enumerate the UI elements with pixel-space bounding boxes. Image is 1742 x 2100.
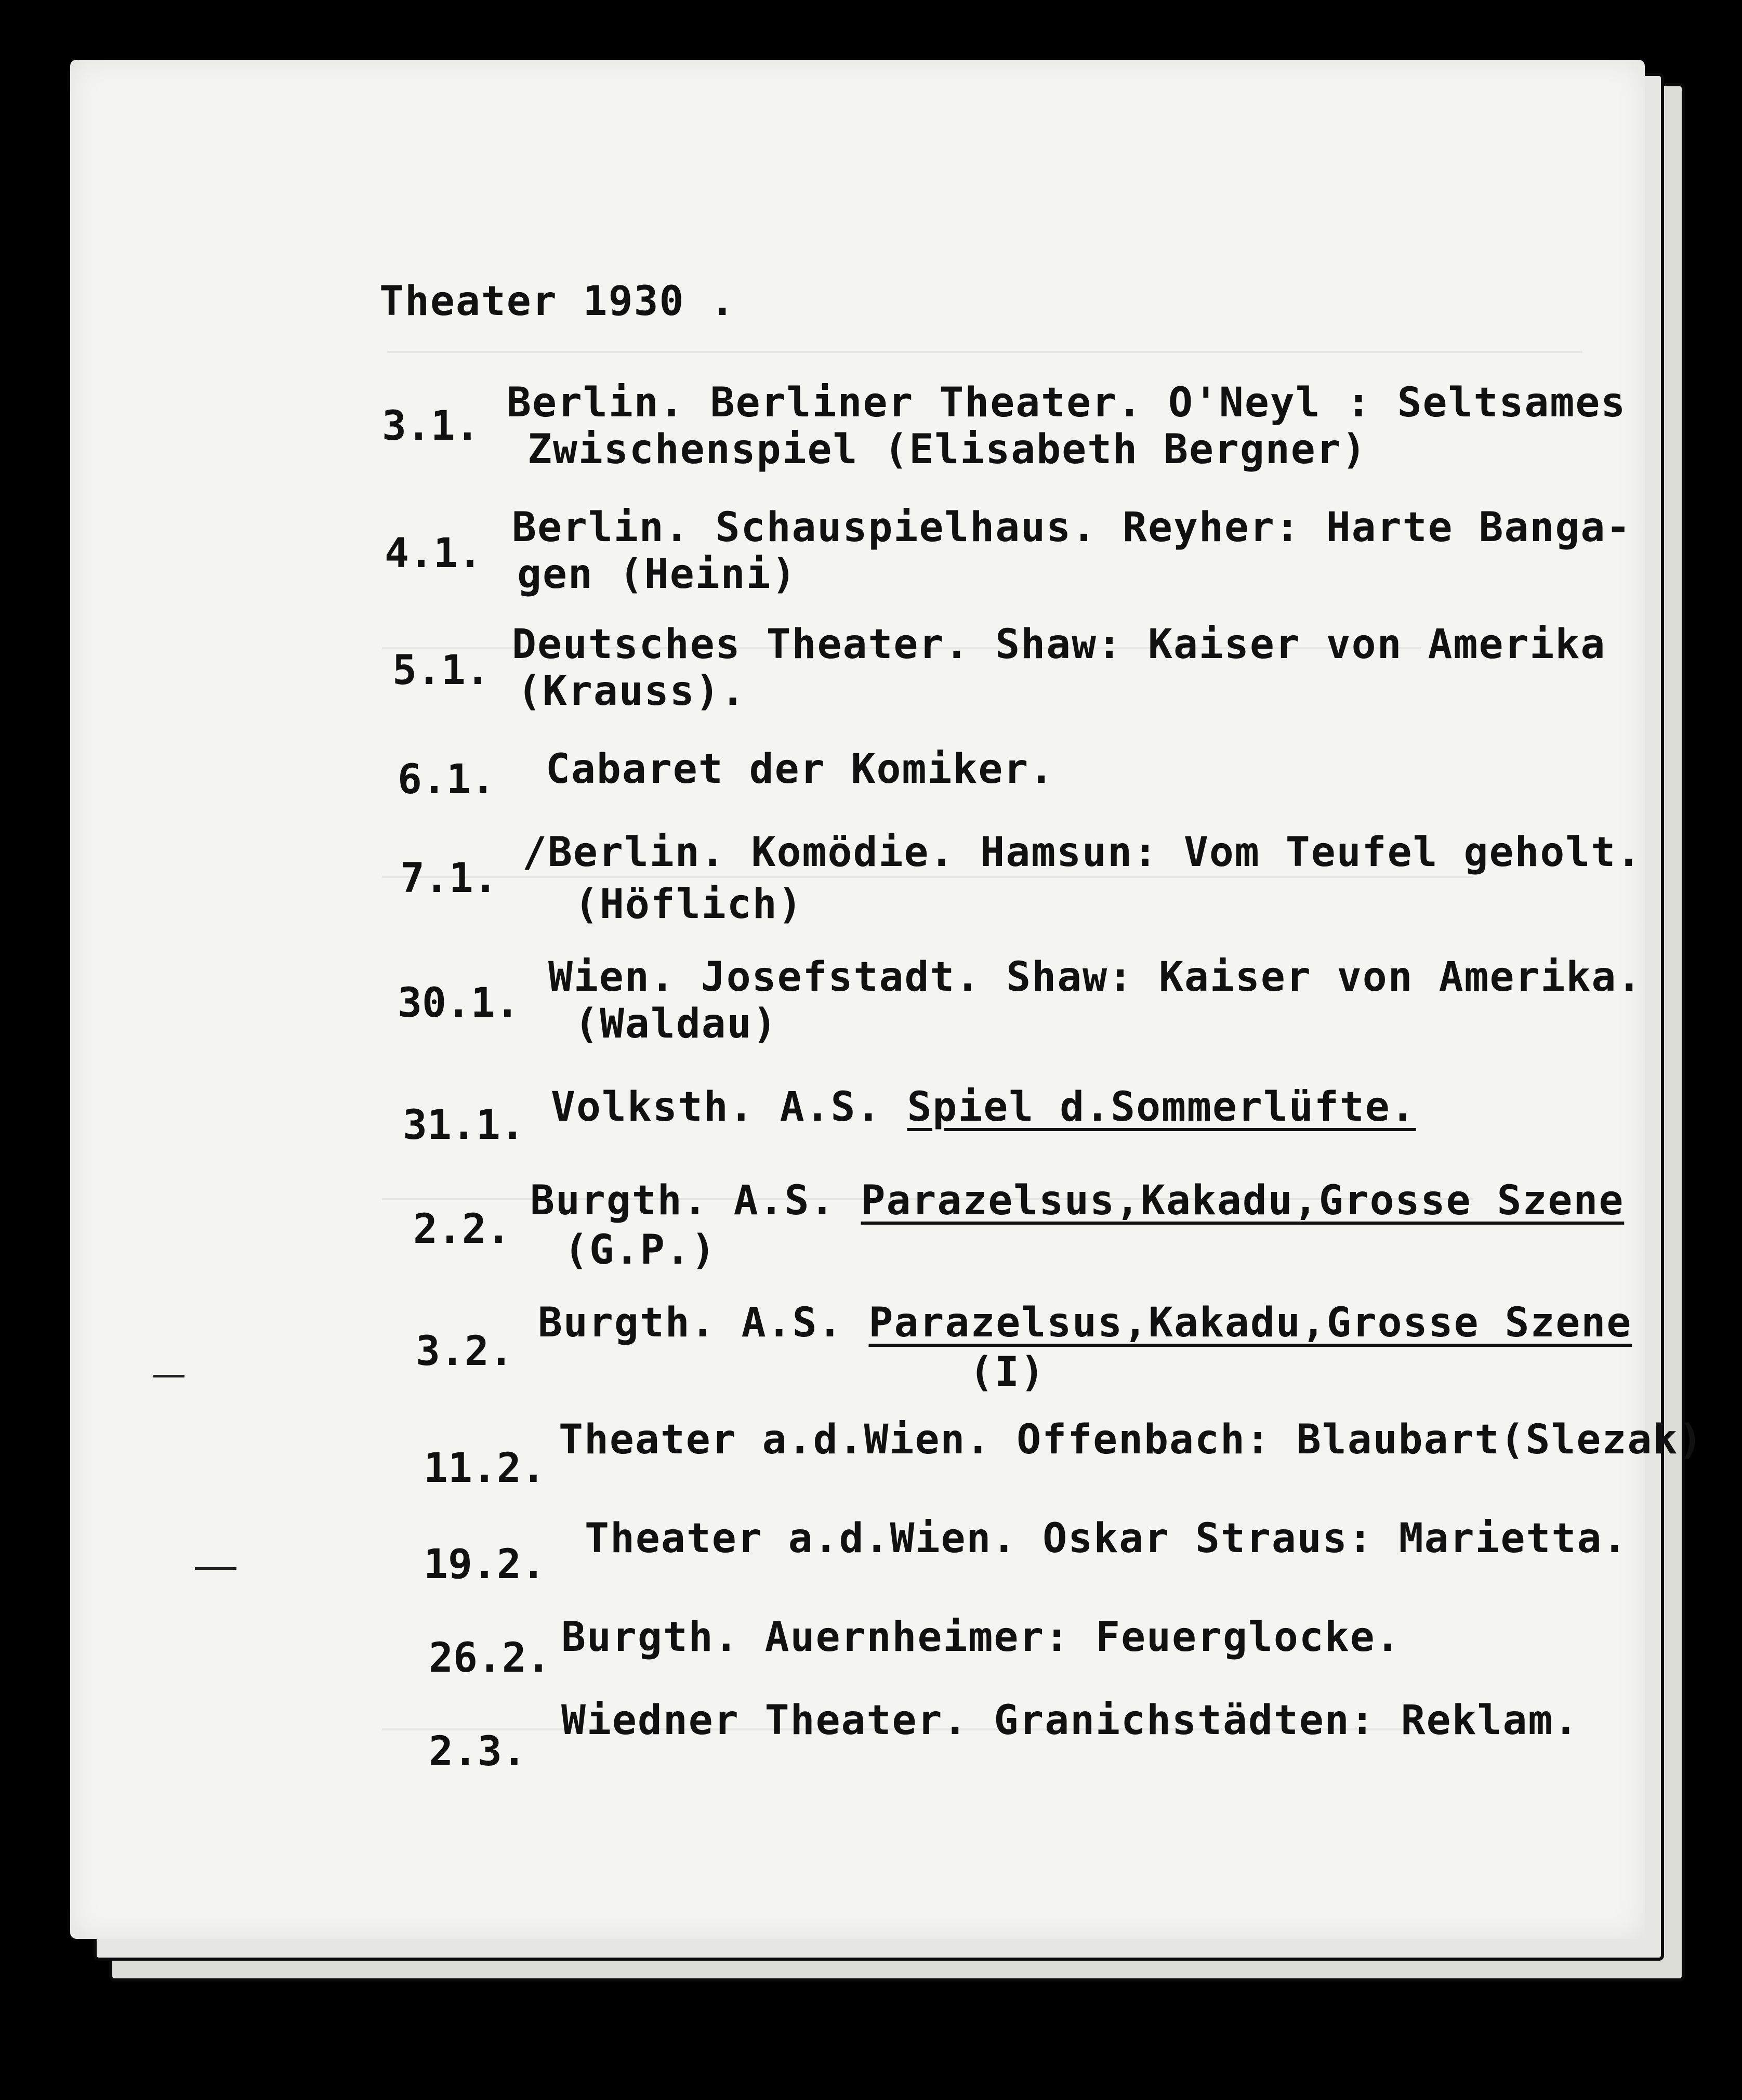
entry-text (551, 1084, 1416, 1131)
entry-play-underlined: Parazelsus,Kakadu,Grosse Szene (868, 1300, 1632, 1346)
entry-date: 30.1. (398, 980, 520, 1027)
entry-text-continued: (G.P.) (564, 1227, 717, 1274)
stray-mark (195, 1567, 236, 1570)
entry-date: 2.3. (429, 1728, 526, 1775)
entry-text: /Berlin. Komödie. Hamsun: Vom Teufel geholt. (522, 829, 1642, 876)
entry-date: 4.1. (385, 530, 482, 577)
bleed-smudge (387, 351, 1582, 353)
entry-date: 7.1. (400, 855, 498, 902)
bleed-smudge (382, 876, 1473, 878)
page-heading: Theater 1930 . (379, 278, 736, 325)
entry-text: Cabaret der Komiker. (546, 746, 1055, 793)
entry-text: Burgth. Auernheimer: Feuerglocke. (561, 1614, 1401, 1661)
entry-play-underlined: Parazelsus,Kakadu,Grosse Szene (861, 1177, 1625, 1224)
entry-text-continued: (Waldau) (574, 1001, 778, 1047)
entry-play-underlined: Spiel d.Sommerlüfte. (907, 1084, 1416, 1131)
entry-text (538, 1300, 1632, 1346)
entry-text-continued: gen (Heini) (517, 551, 797, 598)
entry-text: Wien. Josefstadt. Shaw: Kaiser von Amerika. (548, 954, 1643, 1001)
entry-date: 26.2. (429, 1635, 551, 1682)
entry-text-continued: (Höflich) (574, 881, 803, 928)
entry-text: Wiedner Theater. Granichstädten: Reklam. (561, 1697, 1579, 1744)
entry-text: Berlin. Schauspielhaus. Reyher: Harte Banga- (512, 504, 1632, 551)
entry-text-continued: (I) (969, 1349, 1046, 1396)
typed-page (70, 60, 1704, 1939)
entry-text: Theater a.d.Wien. Offenbach: Blaubart(Slezak) (559, 1416, 1704, 1463)
entry-text-continued: (Krauss). (517, 668, 746, 715)
entry-date: 31.1. (403, 1102, 525, 1149)
entry-text: Deutsches Theater. Shaw: Kaiser von Amerika (512, 621, 1606, 668)
entry-date: 19.2. (424, 1541, 546, 1588)
entry-text: Berlin. Berliner Theater. O'Neyl : Seltsames (507, 379, 1627, 426)
entry-date: 3.1. (382, 403, 480, 450)
entry-text-continued: Zwischenspiel (Elisabeth Bergner) (527, 426, 1367, 473)
entry-text (530, 1177, 1624, 1224)
stray-mark (153, 1375, 184, 1377)
entry-date: 6.1. (398, 756, 495, 803)
entry-date: 3.2. (416, 1328, 513, 1375)
entry-date: 5.1. (392, 647, 490, 694)
entry-text: Theater a.d.Wien. Oskar Straus: Marietta. (585, 1515, 1628, 1562)
entry-date: 2.2. (413, 1206, 511, 1253)
entry-venue: Burgth. A.S. (538, 1300, 869, 1346)
entry-venue: Burgth. A.S. (530, 1177, 861, 1224)
entry-date: 11.2. (424, 1445, 546, 1492)
entry-venue: Volksth. A.S. (551, 1084, 907, 1131)
